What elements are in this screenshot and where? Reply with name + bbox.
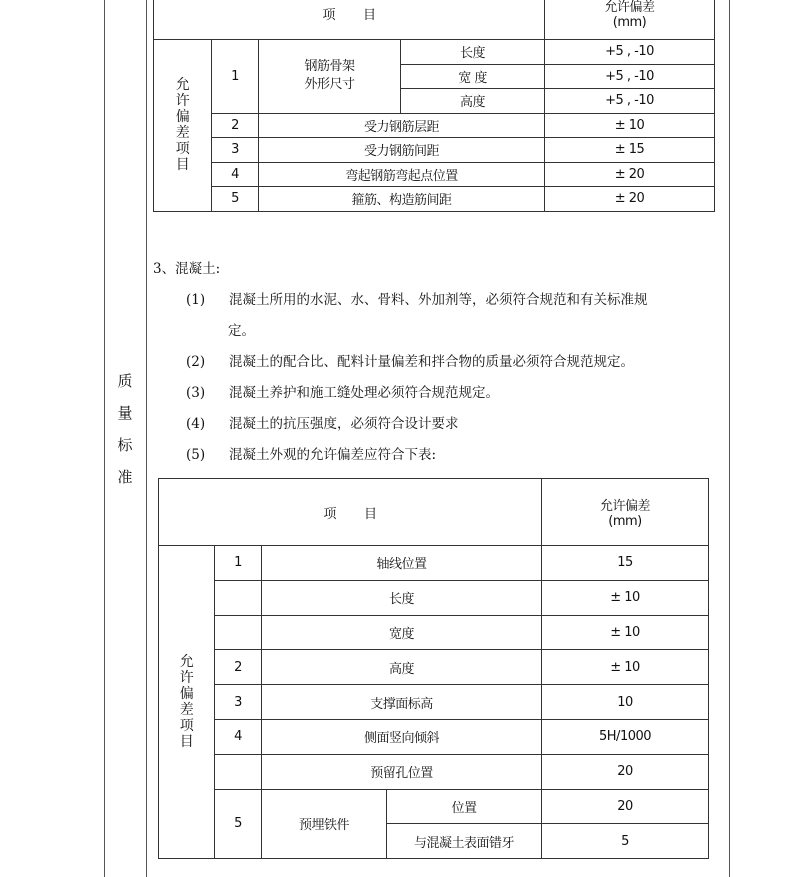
list-item [153,320,733,351]
list-item [153,289,733,320]
section-heading: 3、混凝土: [153,261,221,277]
row-number: 1 [212,40,259,114]
tolerance-value: 5 [542,824,709,859]
item-number: (2) [186,354,206,370]
tolerance-value: +5 , -10 [545,89,715,114]
list-item [153,444,733,475]
tolerance-value: +5 , -10 [545,64,715,89]
row-name: 受力钢筋间距 [259,138,545,163]
table-row [154,162,715,187]
row-number: 5 [212,187,259,212]
table-row [159,650,709,685]
row-number: 1 [215,546,262,581]
list-item [153,382,733,413]
row-number: 2 [212,113,259,138]
header-item-text: 项 [322,7,336,23]
concrete-section [153,258,733,475]
table-row [159,615,709,650]
table-row [154,138,715,163]
table-header-row [154,0,715,40]
table-row [159,754,709,789]
item-text: 混凝土外观的允许偏差应符合下表: [229,447,437,463]
table-row [159,719,709,754]
side-label-char: 标 [117,436,133,454]
table-row [154,187,715,212]
frame-line-mid [146,0,147,877]
list-item [153,351,733,382]
group-label-cell [154,40,212,212]
row-number: 3 [215,685,262,720]
item-text: 定。 [228,323,255,339]
item-number: (1) [186,292,206,308]
row-name [259,40,401,114]
header-item-cell [154,0,545,40]
rebar-tolerance-table [153,0,715,212]
item-number: (5) [186,447,206,463]
tolerance-value: ± 20 [545,162,715,187]
table-row [154,113,715,138]
sub-item-name: 位置 [387,789,542,824]
row-number [215,754,262,789]
frame-line-left [104,0,105,877]
tolerance-value: 20 [542,754,709,789]
header-tolerance-cell [545,0,715,40]
row-name: 受力钢筋层距 [259,113,545,138]
header-unit-text: (mm) [612,15,647,30]
row-number [215,615,262,650]
header-item-text: 项 [323,506,337,522]
row-name: 长度 [262,580,542,615]
sub-item-name: 高度 [401,89,545,114]
tolerance-value: ± 10 [542,580,709,615]
header-unit-text: (mm) [608,514,642,529]
tolerance-value: ± 15 [545,138,715,163]
header-item-text: 目 [364,506,377,522]
sub-item-name: 长度 [401,40,545,65]
header-item-text: 目 [363,7,376,23]
sub-item-name: 宽 度 [401,64,545,89]
side-label-quality-standard [110,365,140,493]
row-number: 4 [215,719,262,754]
row-name: 侧面竖向倾斜 [262,719,542,754]
tolerance-value: 5H/1000 [542,719,709,754]
table-header-row [159,479,709,546]
group-label-text: 允许偏差项目 [179,654,194,751]
row-number [215,580,262,615]
row-number: 3 [212,138,259,163]
header-item-cell [159,479,542,546]
table-row [154,40,715,65]
header-tolerance-text: 允许偏差 [600,499,651,514]
row-number: 2 [215,650,262,685]
row-number: 5 [215,789,262,859]
header-tolerance-text: 允许偏差 [604,0,655,15]
table-row [159,546,709,581]
item-number: (3) [186,385,206,401]
row-name: 高度 [262,650,542,685]
item-text: 混凝土的抗压强度，必须符合设计要求 [229,416,459,432]
row-name: 箍筋、构造筋间距 [259,187,545,212]
tolerance-value: +5 , -10 [545,40,715,65]
sub-item-name: 与混凝土表面错牙 [387,824,542,859]
side-label-char: 准 [117,468,133,486]
row-name: 预埋铁件 [262,789,387,859]
row-name: 预留孔位置 [262,754,542,789]
tolerance-value: ± 10 [542,615,709,650]
concrete-tolerance-table [158,478,709,859]
group-label-cell [159,546,215,859]
table-row [159,580,709,615]
table-row [159,789,709,824]
item-number: (4) [186,416,206,432]
row-name-text: 钢筋骨架外形尺寸 [304,59,355,93]
row-name: 弯起钢筋弯起点位置 [259,162,545,187]
list-item [153,413,733,444]
tolerance-value: ± 20 [545,187,715,212]
table-row [159,685,709,720]
tolerance-value: 10 [542,685,709,720]
header-tolerance-cell [542,479,709,546]
tolerance-value: ± 10 [542,650,709,685]
row-name: 轴线位置 [262,546,542,581]
item-text: 混凝土所用的水泥、水、骨料、外加剂等，必须符合规范和有关标准规 [229,292,648,308]
item-text: 混凝土养护和施工缝处理必须符合规范规定。 [229,385,499,401]
side-label-char: 量 [117,404,133,422]
tolerance-value: 15 [542,546,709,581]
row-name: 宽度 [262,615,542,650]
tolerance-value: ± 10 [545,113,715,138]
tolerance-value: 20 [542,789,709,824]
row-number: 4 [212,162,259,187]
item-text: 混凝土的配合比、配料计量偏差和拌合物的质量必须符合规范规定。 [229,354,634,370]
row-name: 支撑面标高 [262,685,542,720]
side-label-char: 质 [117,372,133,390]
group-label-text: 允许偏差项目 [175,77,190,174]
